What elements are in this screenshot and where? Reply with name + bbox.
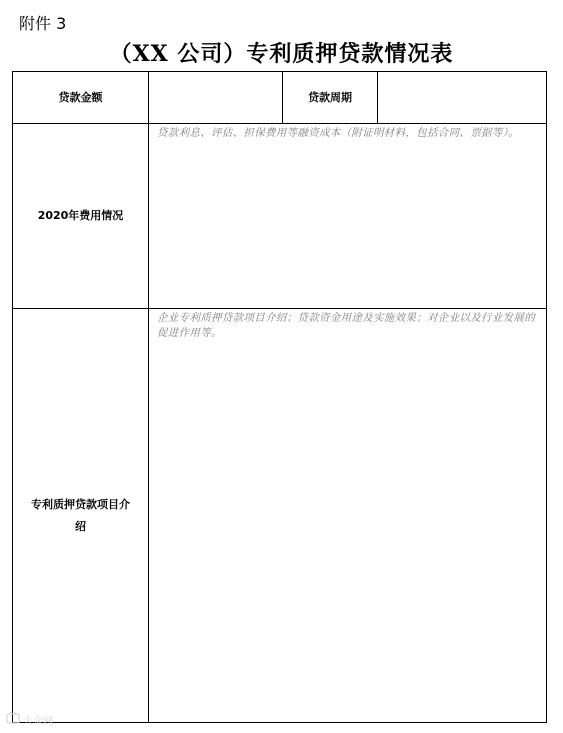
project-hint: 企业专利质押贷款项目介绍；贷款资金用途及实施效果；对企业以及行业发展的促进作用等。 — [157, 312, 535, 339]
loan-amount-label: 贷款金额 — [58, 90, 103, 104]
tv-logo-icon — [6, 712, 20, 727]
project-label: 专利质押贷款项目介绍 — [31, 497, 130, 533]
loan-period-field[interactable] — [378, 72, 546, 123]
watermark — [6, 712, 53, 727]
cost-label: 2020年费用情况 — [37, 209, 124, 222]
project-field[interactable] — [149, 309, 546, 722]
table-border-right — [546, 71, 547, 723]
cost-field[interactable] — [149, 124, 546, 308]
page-title: （XX 公司）专利质押贷款情况表 — [109, 41, 454, 67]
attachment-label: 附件 3 — [19, 14, 67, 33]
watermark-text: 大众网 — [23, 716, 53, 727]
loan-table — [12, 71, 547, 723]
table-border-bottom — [12, 722, 547, 723]
cost-hint: 贷款利息、评估、担保费用等融资成本（附证明材料，包括合同、票据等）。 — [157, 127, 519, 139]
loan-period-label: 贷款周期 — [308, 90, 352, 104]
loan-amount-field[interactable] — [149, 72, 282, 123]
